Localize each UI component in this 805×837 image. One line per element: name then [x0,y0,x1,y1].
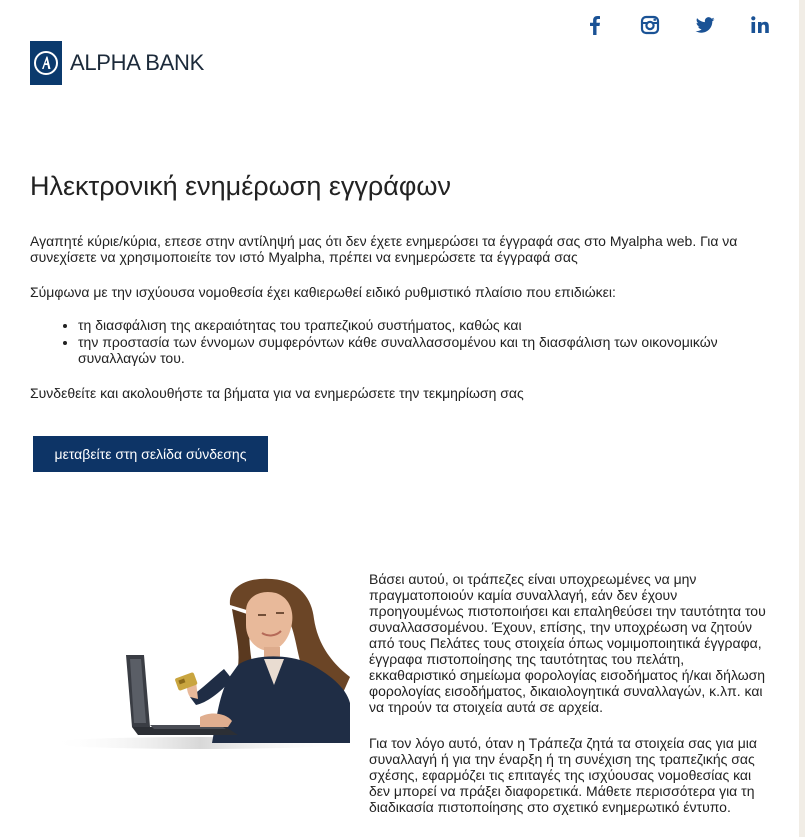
intro-text: Αγαπητέ κύριε/κύρια, επεσε στην αντίληψή μας ότι δεν έχετε ενημερώσει τα έγγραφά σας στο Myalpha web. Για να συνεχίσετε να χρησιμοποιείτε τον ιστό Myalpha, πρέπει να ενημερώσετε τα έγγραφά σας [30,233,738,265]
regulation-list [30,317,778,367]
instagram-link[interactable] [639,14,661,36]
login-page-button[interactable]: μεταβείτε στη σελίδα σύνδεσης [33,436,268,472]
woman-laptop-image [50,575,355,755]
alpha-logo-icon [30,41,62,85]
info-paragraph-1: Βάσει αυτού, οι τράπεζες είναι υποχρεωμένες να μην πραγματοποιούν καμία συναλλαγή, εάν δεν έχουν προηγουμένως πιστοποιήσει και επαληθεύσει την ταυτότητα του συναλλασσομένου. Έχουν, επίσης, την υποχρέωση να ζητούν από τους Πελάτες τους στοιχεία όπως νομιμοποιητικά έγγραφα, έγγραφα πιστοποίησης της ταυτότητας του πελάτη, εκκαθαριστικό σημείωμα φορολογίας εισοδήματος ή/και δήλωση φορολογίας εισοδήματος, δικαιολογητικά συναλλαγών, κ.λπ. και να τηρούν τα στοιχεία αυτά σε αρχεία. [369,571,766,715]
list-item: • τη διασφάλιση της ακεραιότητας του τραπεζικού συστήματος, καθώς και [78,317,778,333]
linkedin-link[interactable] [749,14,771,36]
page-title: Ηλεκτρονική ενημέρωση εγγράφων [30,171,451,201]
facebook-link[interactable] [584,14,606,36]
page-edge [799,0,805,837]
list-item: • την προστασία των έννομων συμφερόντων κάθε συναλλασσομένου και τη διασφάλιση των οικονομικών συναλλαγών του. [78,334,778,366]
instruction-text: Συνδεθείτε και ακολουθήστε τα βήματα για να ενημερώσετε την τεκμηρίωση σας [30,385,524,401]
social-links [551,14,771,36]
brand-name: ALPHA BANK [70,50,204,75]
law-text: Σύμφωνα με την ισχύουσα νομοθεσία έχει καθιερωθεί ειδικό ρυθμιστικό πλαίσιο που επιδιώκει: [30,284,616,300]
twitter-icon [694,14,716,36]
instagram-icon [639,14,661,36]
twitter-link[interactable] [694,14,716,36]
facebook-icon [584,14,606,36]
linkedin-icon [749,14,771,36]
info-paragraph-2: Για τον λόγο αυτό, όταν η Τράπεζα ζητά τα στοιχεία σας για μια συναλλαγή ή για την έναρξη ή τη συνέχιση της τραπεζικής σας σχέσης, εφαρμόζει τις επιταγές της ισχύουσας νομοθεσίας και δεν μπορεί να πράξει διαφορετικά. Μάθετε περισσότερα για τη διαδικασία πιστοποίησης στο σχετικό ενημερωτικό έντυπο. [369,735,757,815]
brand-logo[interactable] [30,41,204,85]
